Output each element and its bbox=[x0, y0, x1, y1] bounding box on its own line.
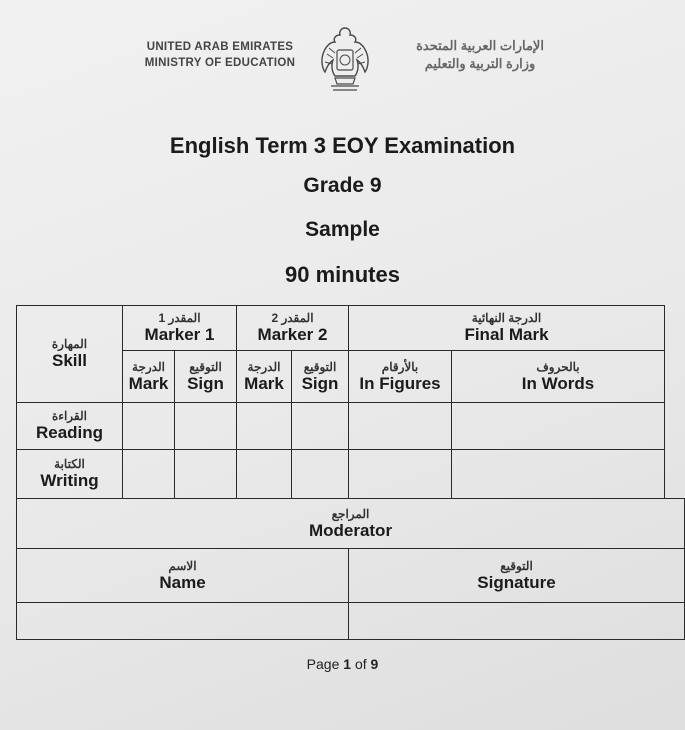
grade-title: Grade 9 bbox=[303, 174, 382, 197]
reading-marker-2-sign-cell[interactable] bbox=[291, 402, 349, 450]
writing-in-words-cell[interactable] bbox=[451, 449, 665, 499]
paper-type-title: Sample bbox=[305, 218, 380, 241]
marker-2-header: المقدر 2 Marker 2 bbox=[236, 305, 349, 351]
in-figures-header: بالأرقام In Figures bbox=[348, 350, 452, 403]
moderator-signature-header: التوقيع Signature bbox=[348, 548, 685, 603]
skill-header: المهارة Skill bbox=[16, 305, 123, 403]
writing-marker-1-sign-cell[interactable] bbox=[174, 449, 237, 499]
marker-2-mark-header: الدرجة Mark bbox=[236, 350, 292, 403]
moderator-name-cell[interactable] bbox=[16, 602, 349, 640]
exam-title: English Term 3 EOY Examination bbox=[169, 133, 516, 158]
ministry-name-english: UNITED ARAB EMIRATES MINISTRY OF EDUCATION bbox=[144, 41, 296, 69]
ministry-name-arabic: الإمارات العربية المتحدة وزارة التربية والتعليم bbox=[416, 38, 544, 71]
duration-title: 90 minutes bbox=[285, 262, 400, 287]
exam-title-block bbox=[0, 128, 685, 298]
moderator-header: المراجع Moderator bbox=[16, 498, 685, 549]
marking-table bbox=[16, 305, 685, 640]
writing-row-label: الكتابة Writing bbox=[16, 449, 123, 499]
marker-1-sign-header: التوقيع Sign bbox=[174, 350, 237, 403]
page-number: Page 1 of 9 bbox=[306, 656, 379, 672]
reading-marker-1-mark-cell[interactable] bbox=[122, 402, 175, 450]
marker-1-header: المقدر 1 Marker 1 bbox=[122, 305, 237, 351]
writing-marker-2-mark-cell[interactable] bbox=[236, 449, 292, 499]
page-header bbox=[0, 24, 685, 94]
in-words-header: بالحروف In Words bbox=[451, 350, 665, 403]
reading-marker-1-sign-cell[interactable] bbox=[174, 402, 237, 450]
marker-1-mark-header: الدرجة Mark bbox=[122, 350, 175, 403]
writing-marker-2-sign-cell[interactable] bbox=[291, 449, 349, 499]
writing-in-figures-cell[interactable] bbox=[348, 449, 452, 499]
moderator-signature-cell[interactable] bbox=[348, 602, 685, 640]
writing-marker-1-mark-cell[interactable] bbox=[122, 449, 175, 499]
reading-row-label: القراءة Reading bbox=[16, 402, 123, 450]
final-mark-header: الدرجة النهائية Final Mark bbox=[348, 305, 665, 351]
moderator-name-header: الاسم Name bbox=[16, 548, 349, 603]
reading-in-words-cell[interactable] bbox=[451, 402, 665, 450]
uae-falcon-emblem-icon bbox=[319, 24, 371, 94]
reading-in-figures-cell[interactable] bbox=[348, 402, 452, 450]
marker-2-sign-header: التوقيع Sign bbox=[291, 350, 349, 403]
reading-marker-2-mark-cell[interactable] bbox=[236, 402, 292, 450]
